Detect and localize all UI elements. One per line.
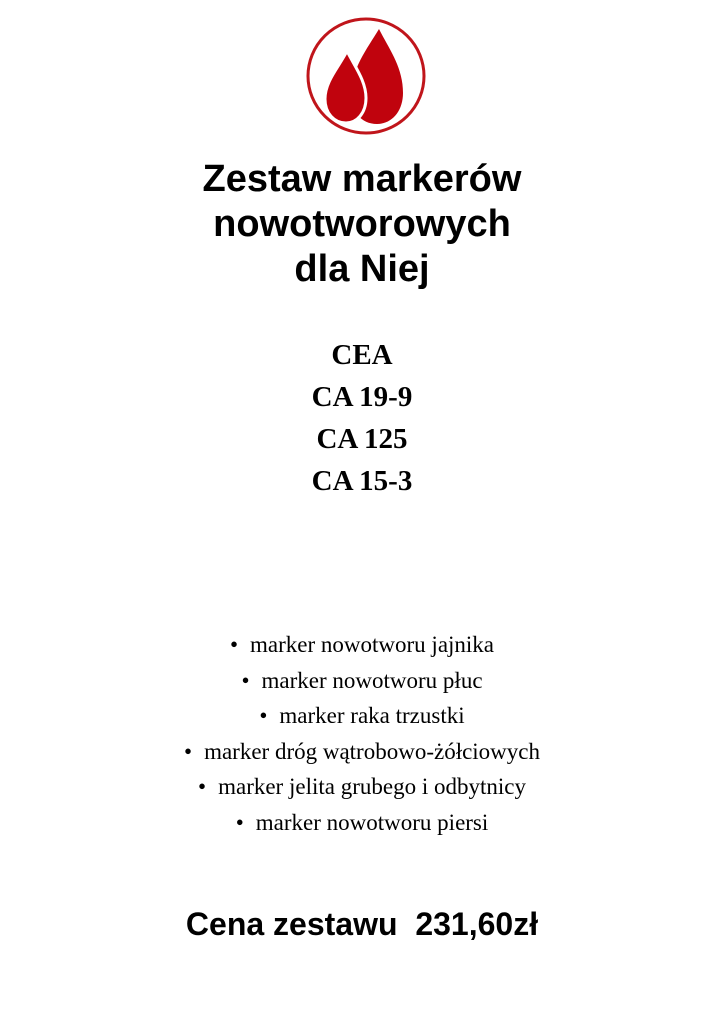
bullet-icon: • (241, 667, 250, 693)
price-value: 231,60zł (415, 906, 539, 942)
marker-codes-list (0, 334, 724, 502)
page-title (0, 157, 724, 292)
blood-drops-logo (305, 17, 427, 135)
title-line: Zestaw markerów (202, 158, 522, 200)
list-item (0, 663, 724, 699)
bullet-icon: • (235, 809, 244, 835)
bullet-icon: • (184, 738, 193, 764)
list-item-text: marker nowotworu jajnika (250, 632, 495, 657)
list-item-text: marker nowotworu płuc (261, 667, 483, 693)
list-item-text: marker raka trzustki (279, 703, 465, 728)
price-label: Cena zestawu (185, 906, 398, 942)
list-item (0, 805, 724, 841)
marker-descriptions-list (0, 627, 724, 840)
bullet-icon: • (229, 632, 239, 657)
list-item-text: marker jelita grubego i odbytnicy (218, 774, 526, 799)
title-line: nowotworowych (213, 203, 511, 245)
list-item (0, 734, 724, 770)
bullet-icon: • (198, 774, 207, 799)
list-item (0, 627, 724, 663)
price-line (0, 902, 724, 946)
list-item-text: marker nowotworu piersi (255, 809, 489, 835)
list-item (0, 769, 724, 805)
marker-code: CA 19-9 (311, 381, 413, 413)
marker-code: CA 15-3 (311, 465, 413, 497)
list-item-text: marker dróg wątrobowo-żółciowych (204, 738, 540, 764)
blood-drops-icon (305, 17, 427, 135)
title-line: dla Niej (294, 248, 430, 290)
marker-code: CEA (331, 339, 393, 371)
list-item (0, 698, 724, 734)
marker-code: CA 125 (316, 423, 408, 455)
bullet-icon: • (259, 703, 268, 728)
